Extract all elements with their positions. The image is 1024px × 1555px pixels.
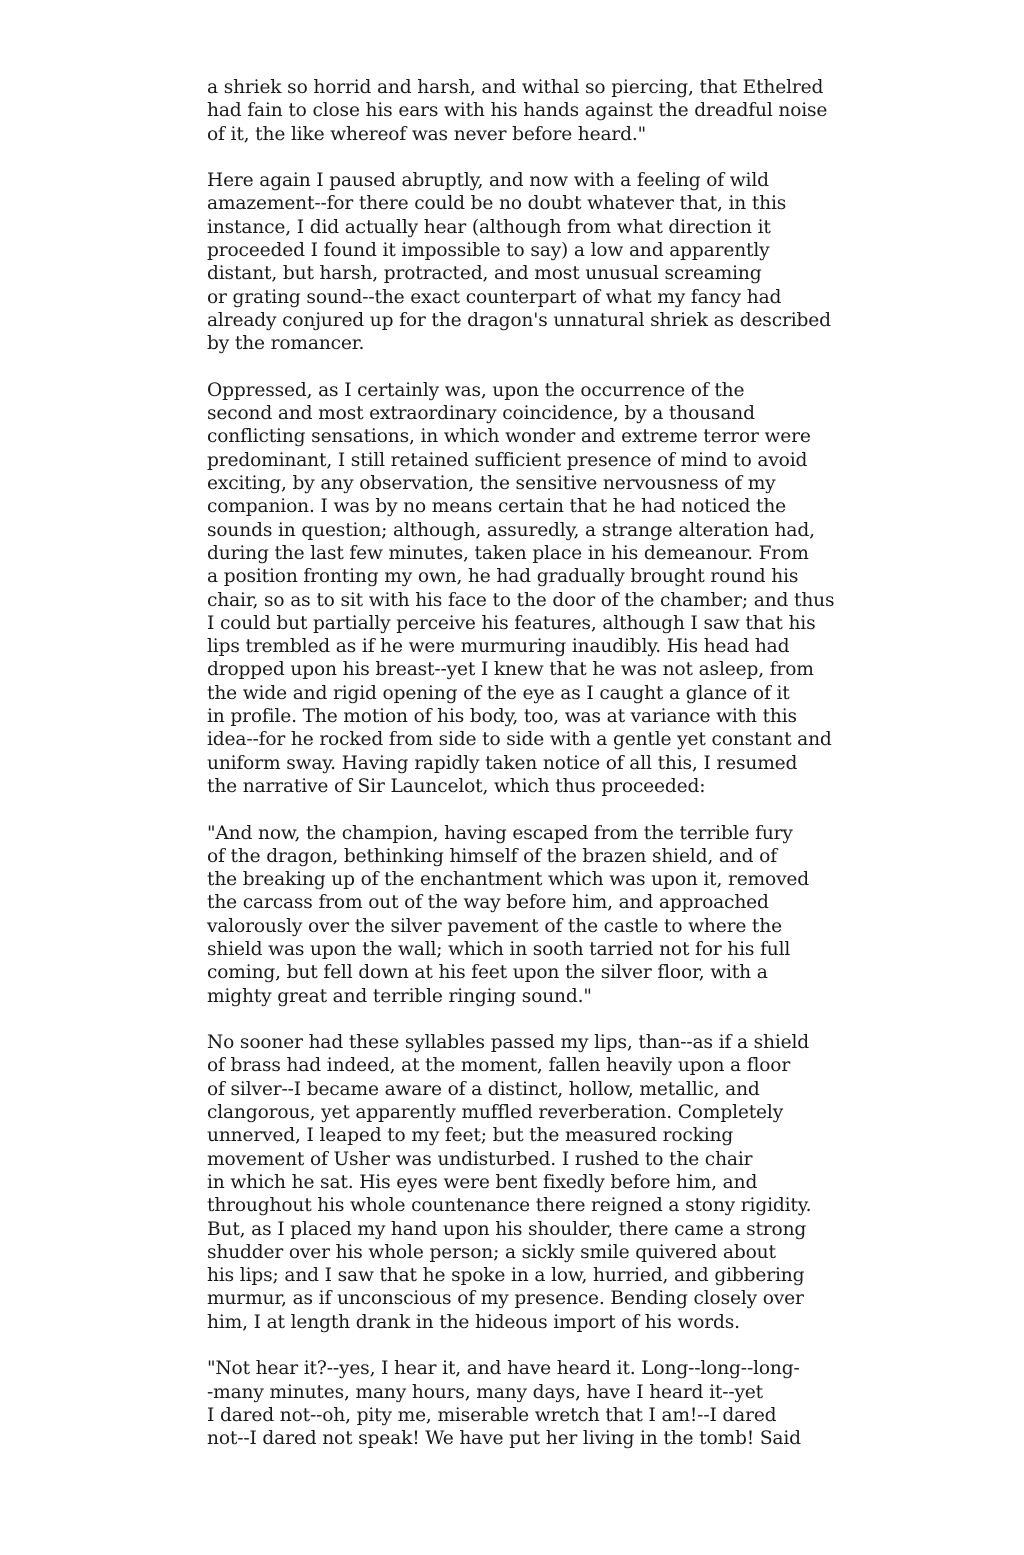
text-line: of the dragon, bethinking himself of the brazen shield, and of (207, 845, 777, 867)
text-line: him, I at length drank in the hideous import of his words. (207, 1311, 740, 1333)
text-line: not--I dared not speak! We have put her living in the tomb! Said (207, 1428, 801, 1450)
text-line: in profile. The motion of his body, too, was at variance with this (207, 706, 797, 728)
text-line: by the romancer. (207, 333, 365, 355)
text-line: predominant, I still retained sufficient presence of mind to avoid (207, 449, 808, 471)
text-line: Oppressed, as I certainly was, upon the occurrence of the (207, 379, 745, 401)
text-line: distant, but harsh, protracted, and most unusual screaming (207, 263, 762, 285)
text-line: the narrative of Sir Launcelot, which thus proceeded: (207, 775, 706, 797)
text-line: conflicting sensations, in which wonder and extreme terror were (207, 426, 811, 448)
text-line: the carcass from out of the way before him, and approached (207, 892, 769, 914)
text-line: Here again I paused abruptly, and now with a feeling of wild (207, 170, 769, 192)
paragraph-3 (207, 379, 835, 798)
text-line: sounds in question; although, assuredly, a strange alteration had, (207, 519, 815, 541)
text-line: throughout his whole countenance there reigned a stony rigidity. (207, 1195, 812, 1217)
page-text (207, 76, 835, 1474)
text-line: No sooner had these syllables passed my lips, than--as if a shield (207, 1032, 810, 1054)
text-line: second and most extraordinary coincidence, by a thousand (207, 403, 755, 425)
text-line: unnerved, I leaped to my feet; but the measured rocking (207, 1125, 734, 1147)
paragraph-2 (207, 169, 831, 355)
text-line: proceeded I found it impossible to say) a low and apparently (207, 240, 770, 262)
text-line: dropped upon his breast--yet I knew that he was not asleep, from (207, 659, 814, 681)
text-line: I could but partially perceive his features, although I saw that his (207, 612, 816, 634)
text-line: a shriek so horrid and harsh, and withal so piercing, that Ethelred (207, 77, 824, 98)
text-line: "Not hear it?--yes, I hear it, and have heard it. Long--long--long- (207, 1358, 800, 1380)
text-line: -many minutes, many hours, many days, have I heard it--yet (207, 1381, 763, 1403)
text-line: instance, I did actually hear (although from what direction it (207, 216, 771, 238)
text-line: murmur, as if unconscious of my presence. Bending closely over (207, 1288, 804, 1310)
text-line: shield was upon the wall; which in sooth tarried not for his full (207, 938, 791, 960)
text-line: in which he sat. His eyes were bent fixedly before him, and (207, 1171, 758, 1193)
text-line: amazement--for there could be no doubt whatever that, in this (207, 193, 787, 215)
text-line: a position fronting my own, he had gradually brought round his (207, 566, 799, 588)
text-line: during the last few minutes, taken place in his demeanour. From (207, 542, 809, 564)
paragraph-6 (207, 1357, 827, 1450)
paragraph-5 (207, 1031, 827, 1334)
text-line: chair, so as to sit with his face to the door of the chamber; and thus (207, 589, 835, 611)
text-line: But, as I placed my hand upon his shoulder, there came a strong (207, 1218, 807, 1240)
text-line: mighty great and terrible ringing sound." (207, 985, 592, 1007)
text-line: coming, but fell down at his feet upon the silver floor, with a (207, 962, 768, 984)
text-line: I dared not--oh, pity me, miserable wretch that I am!--I dared (207, 1404, 777, 1426)
text-line: the breaking up of the enchantment which was upon it, removed (207, 869, 810, 891)
text-line: the wide and rigid opening of the eye as I caught a glance of it (207, 682, 790, 704)
text-line: exciting, by any observation, the sensitive nervousness of my (207, 473, 776, 495)
text-line: clangorous, yet apparently muffled reverberation. Completely (207, 1102, 784, 1124)
text-line: of silver--I became aware of a distinct, hollow, metallic, and (207, 1078, 760, 1100)
text-line: shudder over his whole person; a sickly smile quivered about (207, 1241, 776, 1263)
text-line: or grating sound--the exact counterpart of what my fancy had (207, 286, 782, 308)
text-line: "And now, the champion, having escaped from the terrible fury (207, 822, 793, 844)
text-line: of it, the like whereof was never before heard." (207, 123, 647, 145)
text-line: his lips; and I saw that he spoke in a low, hurried, and gibbering (207, 1265, 805, 1287)
text-line: lips trembled as if he were murmuring inaudibly. His head had (207, 636, 790, 658)
text-line: companion. I was by no means certain that he had noticed the (207, 496, 787, 518)
text-line: valorously over the silver pavement of the castle to where the (207, 915, 782, 937)
paragraph-4 (207, 822, 827, 1008)
text-line: idea--for he rocked from side to side with a gentle yet constant and (207, 729, 832, 751)
text-line: uniform sway. Having rapidly taken notice of all this, I resumed (207, 752, 798, 774)
text-line: movement of Usher was undisturbed. I rushed to the chair (207, 1148, 753, 1170)
text-line: already conjured up for the dragon's unnatural shriek as described (207, 309, 831, 331)
text-line: of brass had indeed, at the moment, fallen heavily upon a floor (207, 1055, 791, 1077)
paragraph-1 (207, 76, 827, 146)
text-line: had fain to close his ears with his hands against the dreadful noise (207, 100, 828, 122)
